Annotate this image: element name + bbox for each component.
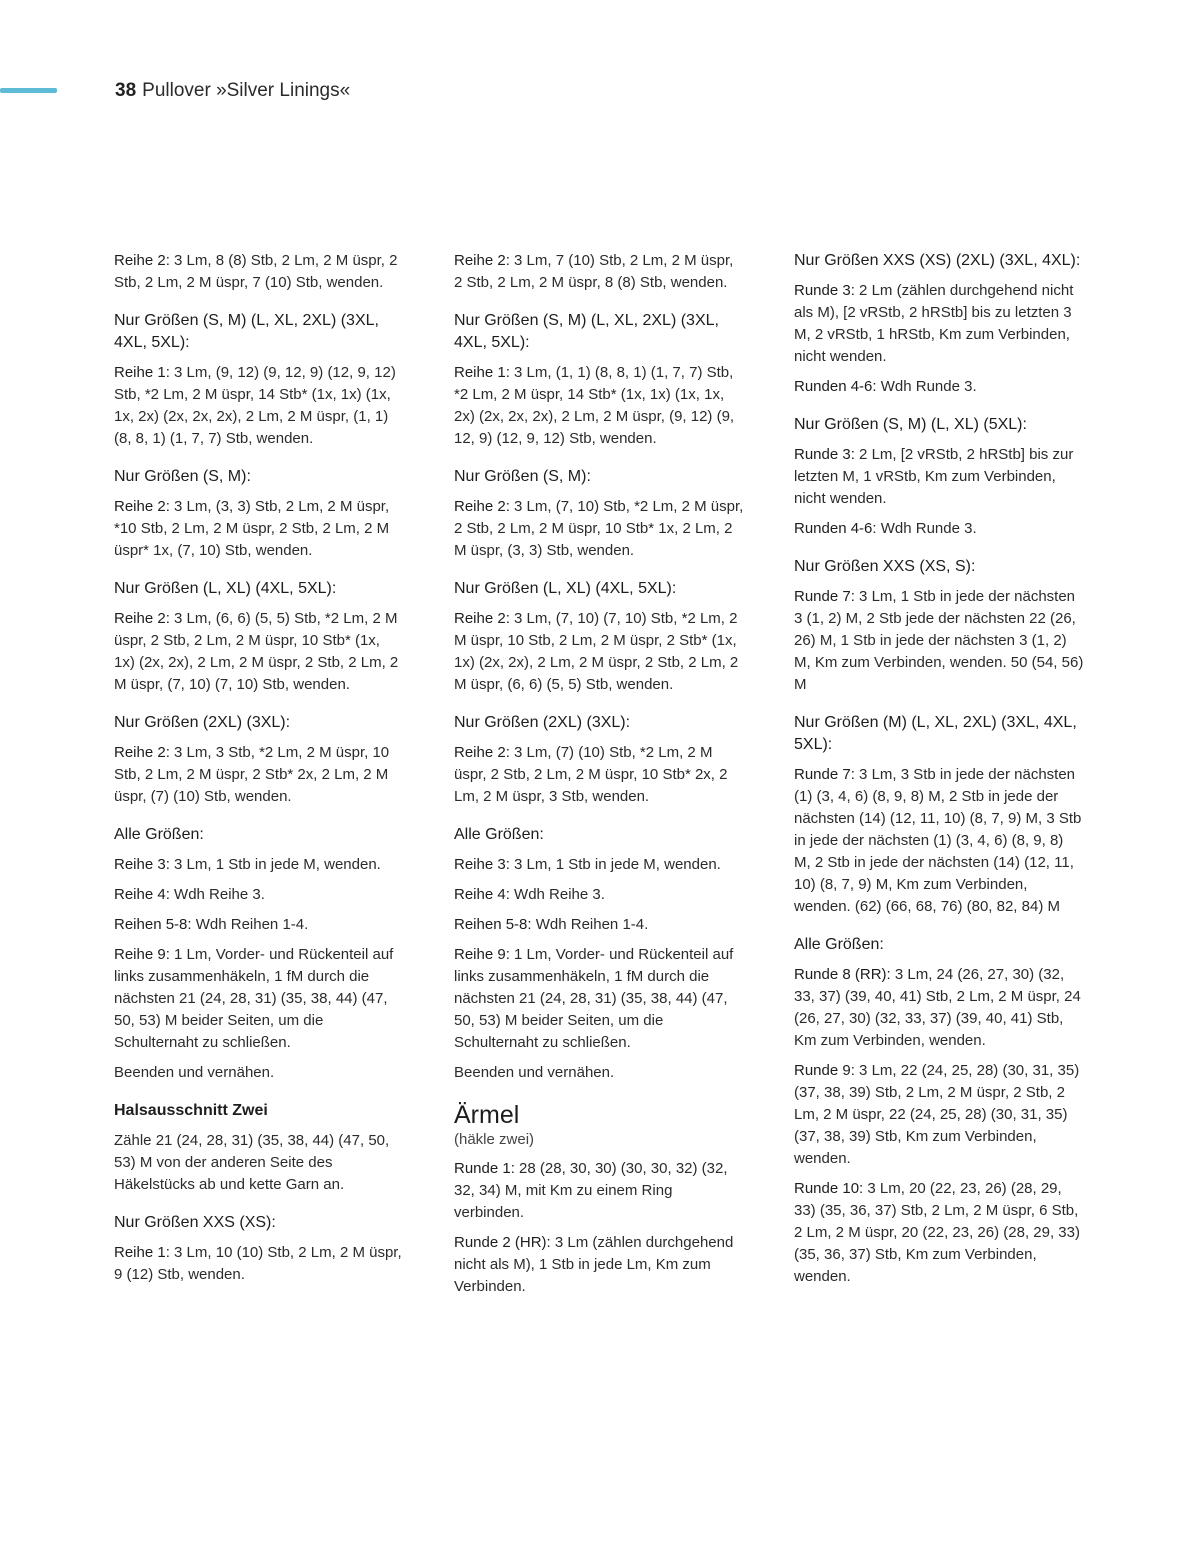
size-heading: Nur Größen (2XL) (3XL): xyxy=(114,714,291,731)
instruction-text: 3 Lm, 1 Stb in jede der nächsten 3 (1, 2) M, 2 Stb jede der nächsten 22 (26, 26) M, 1 Stb in jede der nächsten 3 (1, 2) M, Km zum Verbinden, wenden. 50 (54, 56) M xyxy=(794,588,1084,693)
instruction-paragraph xyxy=(794,280,1084,368)
instruction-label: Reihe 2: xyxy=(454,610,510,627)
instruction-text: 3 Lm, 3 Stb in jede der nächsten (1) (3, 4, 6) (8, 9, 8) M, 2 Stb in jede der nächsten (14) (12, 11, 10) (8, 7, 9) M, 3 Stb in jede der nächsten (1) (3, 4, 6) (8, 9, 8) M, 2 Stb in jede der nächsten (14) (12, 11, 10) (8, 7, 9) M, Km zum Verbinden, wenden. (62) (66, 68, 76) (80, 82, 84) M xyxy=(794,766,1082,915)
instruction-text: Wdh Reihe 3. xyxy=(169,886,265,903)
size-heading: Nur Größen (S, M): xyxy=(114,468,251,485)
instruction-label: Runde 3: xyxy=(794,446,855,463)
instruction-label: Runde 7: xyxy=(794,588,855,605)
instruction-text: 3 Lm, (7, 10) Stb, *2 Lm, 2 M üspr, 2 Stb, 2 Lm, 2 M üspr, 10 Stb* 1x, 2 Lm, 2 M üspr, (3, 3) Stb, wenden. xyxy=(454,498,744,559)
instruction-label: Reihe 2: xyxy=(114,744,170,761)
instruction-label: Runde 2 (HR): xyxy=(454,1234,551,1251)
instruction-label: Runde 9: xyxy=(794,1062,855,1079)
size-heading: Nur Größen (S, M) (L, XL) (5XL): xyxy=(794,416,1027,433)
instruction-paragraph xyxy=(114,362,404,450)
accent-line xyxy=(0,88,57,93)
instruction-text: Wdh Reihe 3. xyxy=(509,886,605,903)
instruction-paragraph xyxy=(114,1130,404,1196)
instruction-paragraph xyxy=(454,1062,744,1084)
instruction-label: Reihen 5-8: xyxy=(114,916,192,933)
size-heading: Nur Größen (S, M): xyxy=(454,468,591,485)
size-heading: Nur Größen (L, XL) (4XL, 5XL): xyxy=(114,580,337,597)
instruction-text: Zähle 21 (24, 28, 31) (35, 38, 44) (47, 50, 53) M von der anderen Seite des Häkelstücks ab und kette Garn an. xyxy=(114,1132,390,1193)
instruction-label: Reihe 1: xyxy=(114,1244,170,1261)
instruction-label: Reihen 5-8: xyxy=(454,916,532,933)
instruction-text: 3 Lm, 22 (24, 25, 28) (30, 31, 35) (37, 38, 39) Stb, 2 Lm, 2 M üspr, 2 Stb, 2 Lm, 2 M üspr, 22 (24, 25, 28) (30, 31, 35) (37, 38, 39) Stb, Km zum Verbinden, wenden. xyxy=(794,1062,1080,1167)
instruction-paragraph xyxy=(794,1060,1084,1170)
instruction-label: Runde 8 (RR): xyxy=(794,966,891,983)
instruction-label: Reihe 2: xyxy=(114,252,170,269)
instruction-paragraph xyxy=(454,250,744,294)
instruction-text: 3 Lm, (7) (10) Stb, *2 Lm, 2 M üspr, 2 Stb, 2 Lm, 2 M üspr, 10 Stb* 2x, 2 Lm, 2 M üspr, 3 Stb, wenden. xyxy=(454,744,728,805)
instruction-text: 3 Lm, 20 (22, 23, 26) (28, 29, 33) (35, 36, 37) Stb, 2 Lm, 2 M üspr, 6 Stb, 2 Lm, 2 M üspr, 20 (22, 23, 26) (28, 29, 33) (35, 36, 37) Stb, Km zum Verbinden, wenden. xyxy=(794,1180,1080,1285)
instruction-paragraph xyxy=(114,608,404,696)
section-title: Ärmel xyxy=(454,1101,520,1129)
instruction-text: 2 Lm (zählen durchgehend nicht als M), [2 vRStb, 2 hRStb] bis zu letzten 3 M, 2 vRStb, 1 hRStb, Km zum Verbinden, nicht wenden. xyxy=(794,282,1074,365)
instruction-paragraph xyxy=(454,944,744,1054)
instruction-paragraph xyxy=(114,496,404,562)
instruction-text: 1 Lm, Vorder- und Rückenteil auf links zusammenhäkeln, 1 fM durch die nächsten 21 (24, 28, 31) (35, 38, 44) (47, 50, 53) M beider Seiten, um die Schulternaht zu schließen. xyxy=(114,946,394,1051)
size-heading: Nur Größen (2XL) (3XL): xyxy=(454,714,631,731)
size-heading: Alle Größen: xyxy=(454,826,544,843)
instruction-text: 1 Lm, Vorder- und Rückenteil auf links zusammenhäkeln, 1 fM durch die nächsten 21 (24, 28, 31) (35, 38, 44) (47, 50, 53) M beider Seiten, um die Schulternaht zu schließen. xyxy=(454,946,734,1051)
instruction-text: 3 Lm, 8 (8) Stb, 2 Lm, 2 M üspr, 2 Stb, 2 Lm, 2 M üspr, 7 (10) Stb, wenden. xyxy=(114,252,398,291)
instruction-label: Reihe 1: xyxy=(114,364,170,381)
instruction-paragraph xyxy=(114,1242,404,1286)
section-subtitle: (häkle zwei) xyxy=(454,1131,535,1148)
column-2 xyxy=(454,250,744,1306)
instruction-label: Runden 4-6: xyxy=(794,520,877,537)
instruction-paragraph xyxy=(114,914,404,936)
instruction-text: Wdh Reihen 1-4. xyxy=(191,916,309,933)
instruction-paragraph xyxy=(454,1158,744,1224)
size-heading: Nur Größen (M) (L, XL, 2XL) (3XL, 4XL, 5XL): xyxy=(794,714,1077,753)
instruction-text: 28 (28, 30, 30) (30, 30, 32) (32, 32, 34) M, mit Km zu einem Ring verbinden. xyxy=(454,1160,728,1221)
instruction-paragraph xyxy=(794,586,1084,696)
instruction-paragraph xyxy=(114,742,404,808)
instruction-text: Beenden und vernähen. xyxy=(454,1064,615,1081)
instruction-text: 3 Lm (zählen durchgehend nicht als M), 1 Stb in jede Lm, Km zum Verbinden. xyxy=(454,1234,734,1295)
instruction-paragraph xyxy=(454,884,744,906)
instruction-label: Reihe 3: xyxy=(114,856,170,873)
instruction-text: 3 Lm, 10 (10) Stb, 2 Lm, 2 M üspr, 9 (12) Stb, wenden. xyxy=(114,1244,402,1283)
size-heading: Alle Größen: xyxy=(794,936,884,953)
size-heading: Nur Größen (S, M) (L, XL, 2XL) (3XL, 4XL, 5XL): xyxy=(114,312,379,351)
instruction-paragraph xyxy=(794,518,1084,540)
instruction-text: Beenden und vernähen. xyxy=(114,1064,275,1081)
instruction-label: Reihe 9: xyxy=(114,946,170,963)
instruction-label: Runde 7: xyxy=(794,766,855,783)
instruction-paragraph xyxy=(114,944,404,1054)
section-heading: Halsausschnitt Zwei xyxy=(114,1102,268,1119)
instruction-paragraph xyxy=(794,1178,1084,1288)
instruction-label: Reihe 3: xyxy=(454,856,510,873)
instruction-paragraph xyxy=(454,742,744,808)
instruction-paragraph xyxy=(114,854,404,876)
instruction-label: Reihe 1: xyxy=(454,364,510,381)
instruction-label: Runde 3: xyxy=(794,282,855,299)
instruction-paragraph xyxy=(114,1062,404,1084)
instruction-paragraph xyxy=(794,764,1084,918)
instruction-text: 2 Lm, [2 vRStb, 2 hRStb] bis zur letzten M, 1 vRStb, Km zum Verbinden, nicht wenden. xyxy=(794,446,1074,507)
instruction-label: Runde 10: xyxy=(794,1180,864,1197)
instruction-paragraph xyxy=(454,1232,744,1298)
instruction-label: Reihe 2: xyxy=(114,498,170,515)
size-heading: Nur Größen XXS (XS) (2XL) (3XL, 4XL): xyxy=(794,252,1081,269)
instruction-label: Reihe 2: xyxy=(454,744,510,761)
size-heading: Nur Größen XXS (XS, S): xyxy=(794,558,976,575)
page-number: 38 xyxy=(115,80,137,101)
instruction-text: 3 Lm, 1 Stb in jede M, wenden. xyxy=(169,856,381,873)
instruction-text: 3 Lm, (9, 12) (9, 12, 9) (12, 9, 12) Stb, *2 Lm, 2 M üspr, 14 Stb* (1x, 1x) (1x, 1x, 2x) (2x, 2x, 2x), 2 Lm, 2 M üspr, (1, 1) (8, 8, 1) (1, 7, 7) Stb, wenden. xyxy=(114,364,396,447)
instruction-label: Reihe 2: xyxy=(454,252,510,269)
instruction-text: 3 Lm, 3 Stb, *2 Lm, 2 M üspr, 10 Stb, 2 Lm, 2 M üspr, 2 Stb* 2x, 2 Lm, 2 M üspr, (7) (10) Stb, wenden. xyxy=(114,744,390,805)
instruction-label: Reihe 9: xyxy=(454,946,510,963)
instruction-text: 3 Lm, (7, 10) (7, 10) Stb, *2 Lm, 2 M üspr, 10 Stb, 2 Lm, 2 M üspr, 2 Stb* (1x, 1x) (2x, 2x), 2 Lm, 2 M üspr, 2 Stb, 2 Lm, 2 M üspr, (6, 6) (5, 5) Stb, wenden. xyxy=(454,610,739,693)
instruction-text: Wdh Reihen 1-4. xyxy=(531,916,649,933)
instruction-paragraph xyxy=(454,854,744,876)
instruction-text: 3 Lm, (6, 6) (5, 5) Stb, *2 Lm, 2 M üspr, 2 Stb, 2 Lm, 2 M üspr, 10 Stb* (1x, 1x) (2x, 2x), 2 Lm, 2 M üspr, 2 Stb, 2 Lm, 2 M üspr, (7, 10) (7, 10) Stb, wenden. xyxy=(114,610,399,693)
instruction-text: 3 Lm, (3, 3) Stb, 2 Lm, 2 M üspr, *10 Stb, 2 Lm, 2 M üspr, 2 Stb, 2 Lm, 2 M üspr* 1x, (7, 10) Stb, wenden. xyxy=(114,498,390,559)
size-heading: Alle Größen: xyxy=(114,826,204,843)
instruction-paragraph xyxy=(454,496,744,562)
running-head xyxy=(115,79,350,103)
instruction-paragraph xyxy=(454,608,744,696)
instruction-paragraph xyxy=(794,376,1084,398)
chapter-title: Pullover »Silver Linings« xyxy=(142,80,351,101)
instruction-text: 3 Lm, 1 Stb in jede M, wenden. xyxy=(509,856,721,873)
instruction-paragraph xyxy=(114,250,404,294)
instruction-label: Reihe 2: xyxy=(454,498,510,515)
instruction-text: 3 Lm, 24 (26, 27, 30) (32, 33, 37) (39, 40, 41) Stb, 2 Lm, 2 M üspr, 24 (26, 27, 30) (32, 33, 37) (39, 40, 41) Stb, Km zum Verbinden, wenden. xyxy=(794,966,1081,1049)
column-1 xyxy=(114,250,404,1294)
column-3 xyxy=(794,250,1084,1296)
size-heading: Nur Größen (L, XL) (4XL, 5XL): xyxy=(454,580,677,597)
instruction-paragraph xyxy=(794,444,1084,510)
instruction-paragraph xyxy=(114,884,404,906)
instruction-text: Wdh Runde 3. xyxy=(876,378,977,395)
instruction-text: 3 Lm, 7 (10) Stb, 2 Lm, 2 M üspr, 2 Stb, 2 Lm, 2 M üspr, 8 (8) Stb, wenden. xyxy=(454,252,734,291)
instruction-paragraph xyxy=(454,362,744,450)
instruction-label: Reihe 4: xyxy=(454,886,510,903)
instruction-text: 3 Lm, (1, 1) (8, 8, 1) (1, 7, 7) Stb, *2 Lm, 2 M üspr, 14 Stb* (1x, 1x) (1x, 1x, 2x) (2x, 2x, 2x), 2 Lm, 2 M üspr, (9, 12) (9, 12, 9) (12, 9, 12) Stb, wenden. xyxy=(454,364,735,447)
instruction-text: Wdh Runde 3. xyxy=(876,520,977,537)
instruction-label: Reihe 4: xyxy=(114,886,170,903)
instruction-paragraph xyxy=(794,964,1084,1052)
instruction-label: Runden 4-6: xyxy=(794,378,877,395)
instruction-label: Reihe 2: xyxy=(114,610,170,627)
instruction-paragraph xyxy=(454,914,744,936)
size-heading: Nur Größen (S, M) (L, XL, 2XL) (3XL, 4XL, 5XL): xyxy=(454,312,719,351)
instruction-label: Runde 1: xyxy=(454,1160,515,1177)
size-heading: Nur Größen XXS (XS): xyxy=(114,1214,276,1231)
